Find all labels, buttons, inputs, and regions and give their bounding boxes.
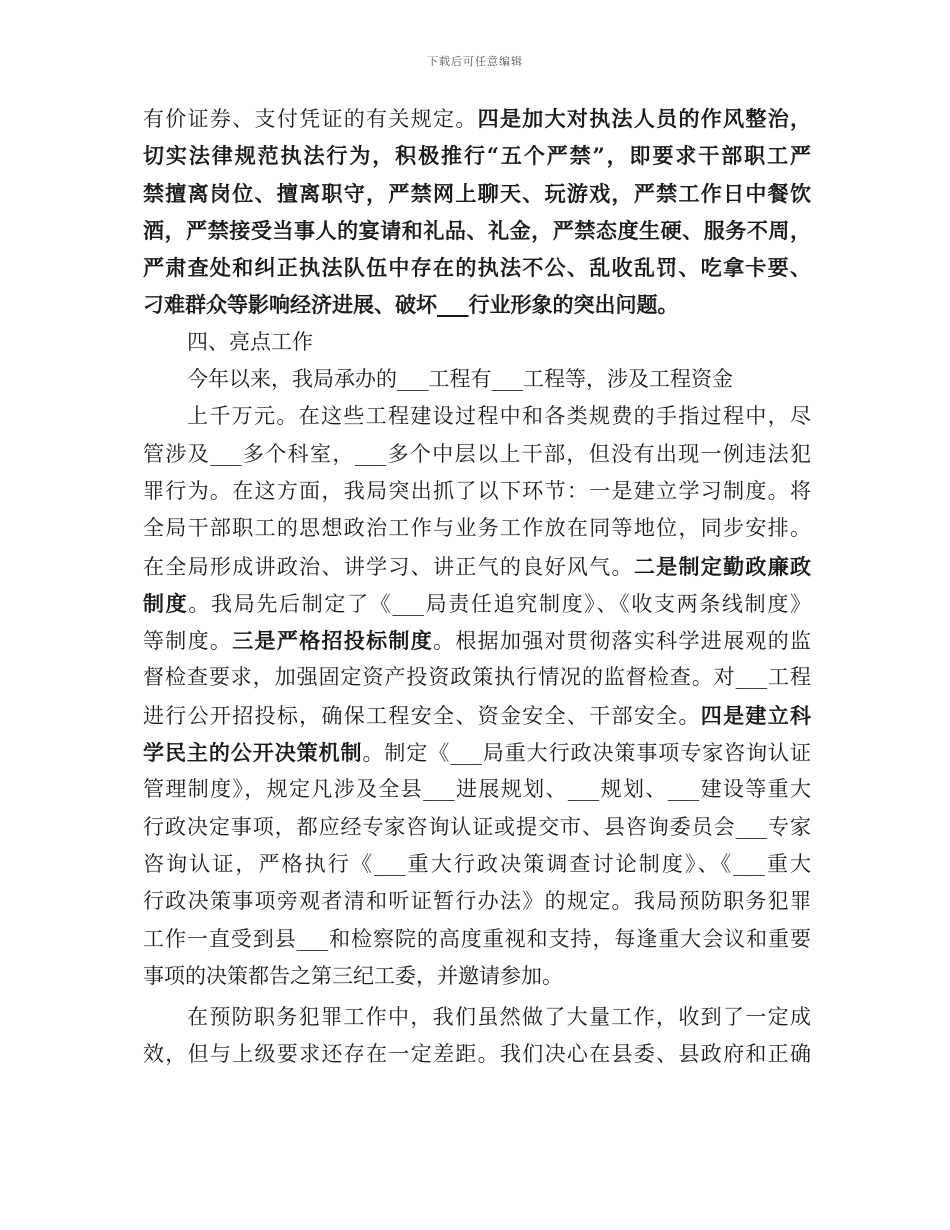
text-segment: 行政决定事项，都应经专家咨询认证或提交市、县咨询委员会___专家 xyxy=(143,814,811,839)
text-line-4 xyxy=(143,212,811,249)
text-segment: 等制度。 xyxy=(143,629,233,654)
text-segment: 有价证券、支付凭证的有关规定。 xyxy=(143,107,478,131)
text-segment: 管涉及___多个科室，___多个中层以上干部，但没有出现一例违法犯 xyxy=(143,441,811,466)
text-segment: 事项的决策都告之第三纪工委，并邀请参加。 xyxy=(143,963,563,988)
text-line-23 xyxy=(143,921,811,958)
text-segment: 。根据加强对贯彻落实科学进展观的监 xyxy=(433,629,811,654)
text-segment: 罪行为。在这方面，我局突出抓了以下环节：一是建立学习制度。将 xyxy=(143,478,811,503)
text-line-2 xyxy=(143,137,811,174)
text-segment: 。我局先后制定了《___局责任追究制度》、《收支两条线制度》 xyxy=(188,591,811,616)
page-header: 下载后可任意编辑 xyxy=(427,55,523,68)
text-line-24 xyxy=(143,958,811,995)
text-line-9 xyxy=(143,398,811,435)
text-line-13 xyxy=(143,548,811,585)
text-segment-bold: 三是严格招投标制度 xyxy=(232,628,434,654)
text-line-16 xyxy=(143,659,811,696)
text-line-15 xyxy=(143,622,811,659)
text-line-21 xyxy=(143,846,811,883)
text-line-19 xyxy=(143,771,811,808)
text-line-3 xyxy=(143,175,811,212)
heading-text: 四、亮点工作 xyxy=(187,329,313,354)
text-segment: 在全局形成讲政治、讲学习、讲正气的良好风气。 xyxy=(143,554,634,579)
text-segment-bold: 严肃查处和纠正执法队伍中存在的执法不公、乱收乱罚、吃拿卡要、 xyxy=(143,255,811,281)
text-segment: 效，但与上级要求还存在一定差距。我们决心在县委、县政府和正确 xyxy=(143,1042,811,1067)
text-segment: 工作一直受到县___和检察院的高度重视和支持，每逢重大会议和重要 xyxy=(143,926,811,951)
section-heading xyxy=(143,324,811,361)
text-segment-bold: 切实法律规范执法行为，积极推行“五个严禁”，即要求干部职工严 xyxy=(143,143,811,169)
text-segment-bold: 禁擅离岗位、擅离职守，严禁网上聊天、玩游戏，严禁工作日中餐饮 xyxy=(143,180,811,206)
text-line-26 xyxy=(143,1036,811,1073)
text-line-12 xyxy=(143,510,811,547)
text-segment-bold: 四是建立科 xyxy=(700,702,811,728)
text-segment-bold: 学民主的公开决策机制 xyxy=(143,740,363,766)
text-line-17 xyxy=(143,697,811,734)
text-line-18 xyxy=(143,734,811,771)
text-segment-bold: 刁难群众等影响经济进展、破坏___行业形象的突出问题。 xyxy=(143,292,679,318)
text-line-14 xyxy=(143,585,811,622)
text-segment: 咨询认证，严格执行《___重大行政决策调查讨论制度》、《___重大 xyxy=(143,851,811,876)
text-line-5 xyxy=(143,249,811,286)
text-line-10 xyxy=(143,436,811,473)
text-segment: 全局干部职工的思想政治工作与业务工作放在同等地位，同步安排。 xyxy=(143,516,811,541)
text-line-11 xyxy=(143,473,811,510)
text-line-1 xyxy=(143,100,811,137)
text-segment: 管理制度》，规定凡涉及全县___进展规划、___规划、___建设等重大 xyxy=(143,777,811,802)
text-line-8 xyxy=(143,361,811,398)
text-line-25 xyxy=(143,999,811,1036)
text-segment: 进行公开招投标，确保工程安全、资金安全、干部安全。 xyxy=(143,703,701,728)
document-body xyxy=(143,100,811,1074)
text-segment: 行政决策事项旁观者清和听证暂行办法》的规定。我局预防职务犯罪 xyxy=(143,889,811,914)
text-segment-bold: 制度 xyxy=(143,590,189,616)
text-segment-bold: 二是制定勤政廉政 xyxy=(633,553,811,579)
text-segment: 在预防职务犯罪工作中，我们虽然做了大量工作，收到了一定成 xyxy=(187,1005,811,1030)
text-segment-bold: 四是加大对执法人员的作风整治， xyxy=(477,106,811,131)
text-segment: 督检查要求，加强固定资产投资政策执行情况的监督检查。对___工程 xyxy=(143,665,811,690)
text-segment: 。制定《___局重大行政决策事项专家咨询认证 xyxy=(362,741,811,766)
text-line-22 xyxy=(143,883,811,920)
text-segment: 今年以来，我局承办的___工程有___工程等，涉及工程资金 xyxy=(187,367,733,392)
text-line-6 xyxy=(143,286,811,323)
text-segment: 上千万元。在这些工程建设过程中和各类规费的手指过程中，尽 xyxy=(187,404,811,429)
text-segment-bold: 酒，严禁接受当事人的宴请和礼品、礼金，严禁态度生硬、服务不周， xyxy=(143,217,811,243)
text-line-20 xyxy=(143,809,811,846)
